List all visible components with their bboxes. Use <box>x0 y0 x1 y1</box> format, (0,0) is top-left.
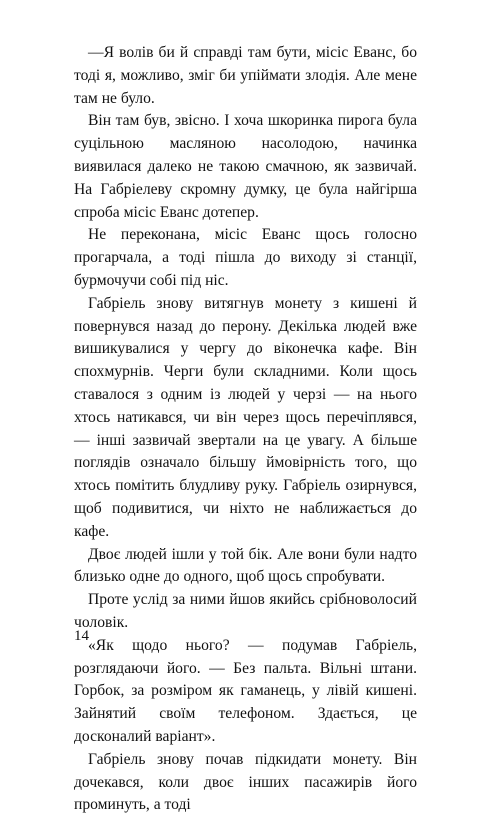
page-number: 14 <box>74 628 89 644</box>
paragraph: Не переконана, місіс Еванс щось голосно прогарчала, а тоді пішла до виходу зі станції, бурмочучи собі під ніс. <box>74 226 417 289</box>
paragraph: «Як щодо нього? — подумав Габріель, розглядаючи його. — Без пальта. Вільні штани. Горбок, за розміром як гаманець, у лівій кишені. Зайнятий своїм телефоном. Здається, це досконалий варіант». <box>74 636 417 745</box>
body-text <box>74 42 417 817</box>
paragraph: Проте услід за ними йшов якийсь срібноволосий чоловік. <box>74 591 417 631</box>
paragraph: —Я волів би й справді там бути, місіс Еванс, бо тоді я, можливо, зміг би упіймати злодія. Але мене там не було. <box>74 44 417 107</box>
paragraph: Габріель знову почав підкидати монету. Він дочекався, коли двоє інших пасажирів його проминуть, а тоді <box>74 750 417 814</box>
paragraph: Двоє людей ішли у той бік. Але вони були надто близько одне до одного, щоб щось спробувати. <box>74 545 417 586</box>
paragraph: Він там був, звісно. І хоча шкоринка пирога була суцільною масляною насолодою, начинка виявилася далеко не такою смачною, як зазвичай. На Габріелеву скромну думку, це була найгірша спроба місіс Еванс дотепер. <box>74 112 417 221</box>
paragraph: Габріель знову витягнув монету з кишені й повернувся назад до перону. Декілька людей вже вишикувалися у чергу до віконечка кафе. Він спохмурнів. Черги були складними. Коли щось ставалося з одним із людей у черзі — на нього хтось натикався, чи він через щось перечіплявся, — інші зазвичай звертали на це увагу. А більше поглядів означало більшу ймовірність того, що хтось помітить блудливу руку. Габріель озирнувся, щоб подивитися, чи ніхто не наближається до кафе. <box>74 294 417 540</box>
